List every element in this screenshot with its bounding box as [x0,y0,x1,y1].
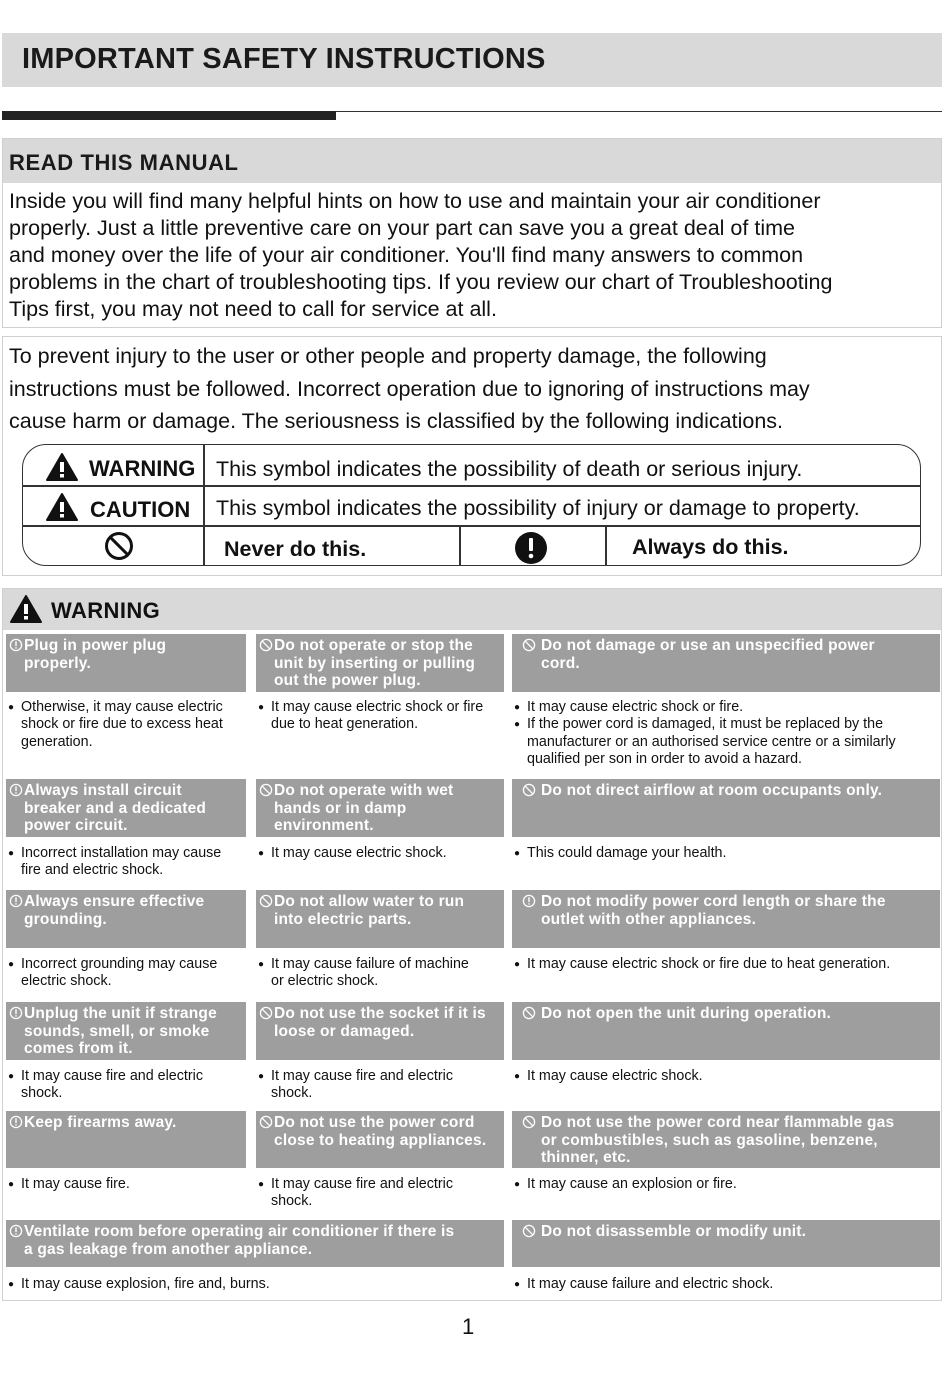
bullet-line: shock. [271,1193,313,1210]
warning-cell-bullet-text [258,1068,502,1103]
bullet-line: It may cause fire and electric [21,1068,203,1084]
warning-cell-header [256,634,504,692]
warning-cell-bullet-text [8,956,244,991]
warning-cell-heading-line: Unplug the unit if strange [24,1005,217,1022]
bullet-dot-icon: ● [8,1279,15,1290]
bullet-line: fire and electric shock. [21,862,164,879]
warning-cell-heading-line: loose or damaged. [274,1022,415,1040]
warning-cell-heading-line: Do not damage or use an unspecified power [541,637,875,654]
bullet-line: manufacturer or an authorised service centre or a similarly [527,733,896,750]
read-manual-header [3,139,941,183]
warning-cell-bullet-text [514,845,938,862]
warning-triangle-icon [45,452,79,482]
bullet-line: shock. [21,1085,63,1102]
bullet-line: It may cause electric shock or fire [271,699,484,715]
bullet-dot-icon: ● [8,1179,15,1190]
warning-cell-heading-line: unit by inserting or pulling [274,654,476,672]
bullet-dot-icon: ● [8,1071,15,1082]
intro-line: instructions must be followed. Incorrect operation due to ignoring of instructions may [9,376,810,401]
bullet-line: It may cause failure and electric shock. [527,1276,774,1292]
warning-label: WARNING [89,456,196,481]
caution-label: CAUTION [90,497,191,522]
title-rule-thin [336,111,942,112]
warning-cell-heading-line: Do not modify power cord length or share the [541,893,886,910]
warning-cell-heading-line: out the power plug. [274,672,421,689]
bullet-line: It may cause fire. [21,1176,130,1192]
bullet-line: This could damage your health. [527,845,727,861]
warning-cell-bullet-text [258,699,502,734]
warning-cell-bullet [514,845,938,862]
warning-cell-heading-line: or combustibles, such as gasoline, benzene, [541,1131,878,1149]
warning-cell-bullet-text [258,845,502,862]
bullet-dot-icon: ● [514,1279,521,1290]
intro-line: To prevent injury to the user or other people and property damage, the following [9,344,767,368]
warning-cell-header [6,1002,246,1060]
warning-cell-bullet [258,845,502,862]
bullet-dot-icon: ● [258,1179,265,1190]
warning-cell-heading-line: Do not use the socket if it is [274,1005,486,1022]
bullet-line: It may cause fire and electric [271,1176,453,1192]
warning-cell-bullet-text [8,1276,502,1293]
bullet-line: Incorrect installation may cause [21,845,222,861]
caution-desc: This symbol indicates the possibility of injury or damage to property. [216,496,860,520]
warning-cell-heading-line: hands or in damp [274,799,407,817]
manual-line: and money over the life of your air conditioner. You'll find many answers to common [9,243,804,267]
warning-cell-heading-line: grounding. [24,910,107,928]
warning-cell-heading-line: a gas leakage from another appliance. [24,1240,313,1258]
bullet-line: Incorrect grounding may cause [21,956,218,972]
warning-cell-heading-line: Always install circuit [24,782,182,799]
caution-triangle-icon [45,492,79,522]
warning-cell-heading-line: properly. [24,654,91,672]
warning-cell-header [512,1220,940,1267]
warning-cell-bullet-text [514,716,938,768]
warning-cell-heading-line: cord. [541,654,580,672]
never-label: Never do this. [224,537,367,561]
warning-cell-header [512,1002,940,1060]
prohibition-icon [259,894,273,908]
bullet-dot-icon: ● [258,1071,265,1082]
bullet-line: qualified per son in order to avoid a hazard. [527,750,802,767]
warning-cell-bullet-text [514,1176,938,1193]
warning-section-header [3,589,941,630]
warning-cell-header [512,890,940,948]
warning-cell-bullet [8,699,244,751]
warning-section-heading: WARNING [51,598,161,623]
title-bar [2,33,942,87]
warning-cell-bullet [8,956,244,991]
warning-cell-bullet [8,845,244,880]
bullet-dot-icon: ● [514,848,521,859]
warning-cell-bullet [258,956,502,991]
bullet-line: shock. [271,1085,313,1102]
bullet-line: It may cause electric shock. [527,1068,703,1084]
warning-cell-heading-line: sounds, smell, or smoke [24,1022,210,1040]
bullet-line: It may cause electric shock. [271,845,447,861]
prohibition-icon [259,638,273,652]
warning-cell-heading-line: Do not use the power cord [274,1114,475,1131]
prohibition-icon [522,783,536,797]
bullet-dot-icon: ● [258,848,265,859]
page-title: IMPORTANT SAFETY INSTRUCTIONS [22,43,546,75]
exclamation-circle-icon [9,638,23,652]
warning-cell-bullet-text [8,699,244,751]
warning-cell-bullet-text [514,1068,938,1085]
warning-desc: This symbol indicates the possibility of death or serious injury. [216,457,803,481]
prohibition-icon [522,1224,536,1238]
warning-cell-heading-line: into electric parts. [274,910,412,928]
exclamation-circle-icon [9,783,23,797]
bullet-line: It may cause an explosion or fire. [527,1176,737,1192]
prohibition-icon [259,1006,273,1020]
warning-cell-bullet-text [8,1068,244,1103]
bullet-line: It may cause explosion, fire and, burns. [21,1276,270,1292]
warning-cell-bullet-text [8,1176,244,1193]
bullet-line: It may cause fire and electric [271,1068,453,1084]
warning-cell-heading-line: breaker and a dedicated [24,799,207,817]
warning-cell-heading-line: Ventilate room before operating air conditioner if there is [24,1223,455,1240]
bullet-line: due to heat generation. [271,716,419,733]
table-divider [23,525,920,527]
bullet-dot-icon: ● [8,702,15,713]
title-rule-thick [2,111,336,120]
warning-cell-bullet [514,716,938,768]
warning-cell-header [512,634,940,692]
warning-cell-bullet-text [8,845,244,880]
warning-cell-heading-line: thinner, etc. [541,1149,631,1166]
exclamation-circle-icon [9,1006,23,1020]
warning-cell-header [6,634,246,692]
manual-line: properly. Just a little preventive care on your part can save you a great deal of time [9,216,795,240]
exclamation-circle-icon [9,1224,23,1238]
prohibition-icon [522,1115,536,1129]
warning-cell-heading-line: power circuit. [24,817,128,834]
warning-cell-bullet [514,1068,938,1085]
warning-cell-header [6,1111,246,1168]
bullet-line: Otherwise, it may cause electric [21,699,223,715]
manual-line: problems in the chart of troubleshooting tips. If you review our chart of Troubleshooting [9,270,833,294]
warning-cell-bullet [8,1276,502,1293]
prohibition-icon [104,531,134,561]
warning-cell-header [512,779,940,837]
warning-cell-heading-line: Always ensure effective [24,893,205,910]
exclamation-circle-icon [514,531,548,565]
warning-cell-bullet [514,956,938,973]
warning-cell-heading-line: Keep firearms away. [24,1114,177,1131]
bullet-dot-icon: ● [258,959,265,970]
exclamation-circle-icon [9,894,23,908]
warning-cell-bullet [258,1068,502,1103]
prohibition-icon [522,638,536,652]
warning-cell-header [6,779,246,837]
warning-cell-heading-line: comes from it. [24,1040,133,1057]
warning-cell-header [256,1111,504,1168]
prohibition-icon [259,1115,273,1129]
read-manual-body [9,188,934,323]
warning-cell-header [6,890,246,948]
table-divider [605,525,607,565]
warning-cell-header [256,890,504,948]
manual-line: Inside you will find many helpful hints on how to use and maintain your air conditioner [9,189,821,213]
warning-cell-heading-line: Do not operate with wet [274,782,454,799]
warning-cell-bullet [258,699,502,734]
indications-table [22,444,921,566]
warning-cell-header [6,1220,504,1267]
bullet-line: It may cause electric shock or fire. [527,699,744,715]
warning-cell-bullet-text [258,1176,502,1211]
warning-cell-heading-line: Do not use the power cord near flammable gas [541,1114,895,1131]
bullet-dot-icon: ● [514,702,521,713]
bullet-dot-icon: ● [8,959,15,970]
bullet-line: or electric shock. [271,973,379,990]
manual-line: Tips first, you may not need to call for service at all. [9,297,497,321]
indications-intro [9,340,934,438]
exclamation-circle-icon [9,1115,23,1129]
bullet-line: It may cause failure of machine [271,956,469,972]
bullet-line: electric shock. [21,973,112,990]
warning-cell-bullet-text [514,956,938,973]
warning-cell-heading-line: Do not disassemble or modify unit. [541,1223,807,1240]
warning-cell-heading-line: Plug in power plug [24,637,167,654]
warning-cell-bullet-text [258,956,502,991]
warning-cell-bullet-text [514,1276,938,1293]
warning-cell-bullet [258,1176,502,1211]
bullet-dot-icon: ● [514,719,521,731]
table-divider [203,445,205,565]
read-manual-heading: READ THIS MANUAL [9,150,239,175]
bullet-dot-icon: ● [8,848,15,859]
table-divider [23,485,920,487]
warning-cell-heading-line: outlet with other appliances. [541,910,757,928]
bullet-line: generation. [21,733,93,750]
indications-section [2,336,942,576]
always-label: Always do this. [632,535,789,559]
warning-cell-heading-line: Do not open the unit during operation. [541,1005,832,1022]
exclamation-circle-icon [522,894,536,908]
warning-cell-heading-line: environment. [274,817,374,834]
warning-cell-bullet [8,1068,244,1103]
prohibition-icon [522,1006,536,1020]
warning-cell-bullet [514,1176,938,1193]
bullet-dot-icon: ● [514,1179,521,1190]
page-number: 1 [462,1314,475,1339]
warning-cell-header [512,1111,940,1168]
warning-cell-heading-line: Do not allow water to run [274,893,465,910]
table-divider [459,525,461,565]
bullet-dot-icon: ● [258,702,265,713]
warning-cell-header [256,1002,504,1060]
warning-cell-bullet-text [514,699,938,716]
bullet-line: It may cause electric shock or fire due to heat generation. [527,956,891,972]
intro-line: cause harm or damage. The seriousness is classified by the following indications. [9,409,783,433]
bullet-line: shock or fire due to excess heat [21,716,223,733]
warning-cell-bullet [514,699,938,716]
warning-cell-header [256,779,504,837]
bullet-line: If the power cord is damaged, it must be replaced by the [527,716,884,733]
warning-cell-heading-line: close to heating appliances. [274,1131,487,1149]
warning-cell-heading-line: Do not direct airflow at room occupants only. [541,782,883,799]
warning-cell-heading-line: Do not operate or stop the [274,637,473,654]
warning-cell-bullet [514,1276,938,1293]
read-manual-section [2,138,942,328]
bullet-dot-icon: ● [514,1071,521,1082]
warning-cell-bullet [8,1176,244,1193]
bullet-dot-icon: ● [514,959,521,970]
warning-triangle-icon [9,594,43,624]
prohibition-icon [259,783,273,797]
